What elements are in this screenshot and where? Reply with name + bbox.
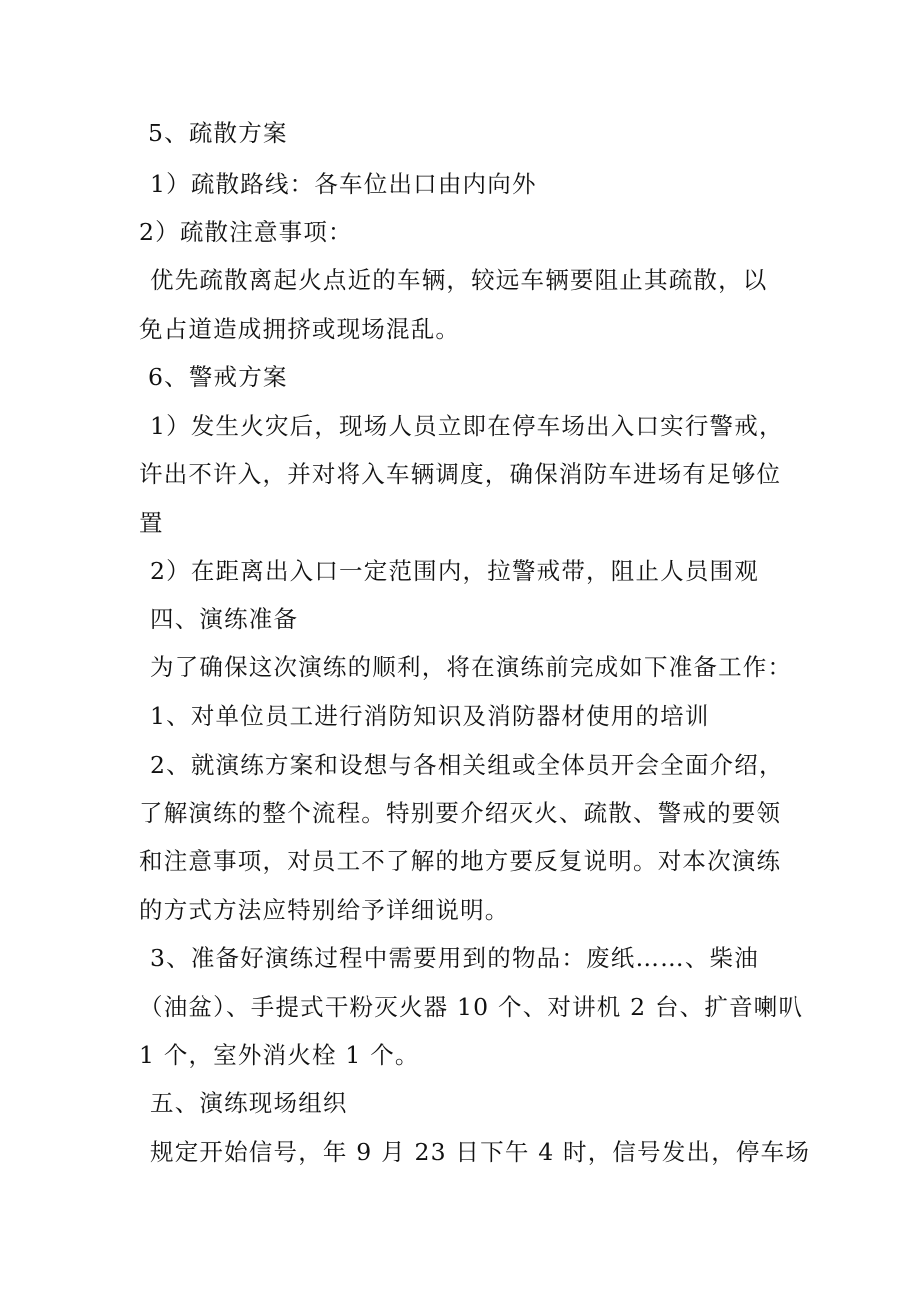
paragraph-line: （油盆）、手提式干粉灭火器 10 个、对讲机 2 台、扩音喇叭 [139, 993, 804, 1021]
section-heading-drill-preparation: 四、演练准备 [150, 605, 299, 633]
paragraph-line: 的方式方法应特别给予详细说明。 [139, 896, 510, 924]
evacuation-notes-item: 2）疏散注意事项： [139, 218, 353, 246]
section-heading-drill-site-organization: 五、演练现场组织 [150, 1089, 348, 1117]
preparation-item: 1、对单位员工进行消防知识及消防器材使用的培训 [150, 702, 710, 730]
preparation-item: 2、就演练方案和设想与各相关组或全体员开会全面介绍， [150, 751, 784, 779]
paragraph-line: 和注意事项，对员工不了解的地方要反复说明。对本次演练 [139, 847, 782, 875]
paragraph-line: 了解演练的整个流程。特别要介绍灭火、疏散、警戒的要领 [139, 799, 782, 827]
preparation-item: 3、准备好演练过程中需要用到的物品：废纸……、柴油 [150, 944, 759, 972]
section-heading-evacuation-plan: 5、疏散方案 [148, 119, 288, 147]
paragraph-line: 置 [139, 509, 164, 537]
paragraph-line: 免占道造成拥挤或现场混乱。 [139, 315, 461, 343]
paragraph-line: 为了确保这次演练的顺利，将在演练前完成如下准备工作： [150, 653, 793, 681]
section-heading-alert-plan: 6、警戒方案 [148, 363, 288, 391]
paragraph-line: 许出不许入，并对将入车辆调度，确保消防车进场有足够位 [139, 460, 782, 488]
alert-plan-item: 2）在距离出入口一定范围内，拉警戒带，阻止人员围观 [150, 557, 759, 585]
paragraph-line: 1 个，室外消火栓 1 个。 [139, 1041, 420, 1069]
alert-plan-item: 1）发生火灾后，现场人员立即在停车场出入口实行警戒， [150, 412, 784, 440]
paragraph-line: 优先疏散离起火点近的车辆，较远车辆要阻止其疏散，以 [150, 266, 768, 294]
evacuation-route-item: 1）疏散路线：各车位出口由内向外 [150, 170, 537, 198]
paragraph-line: 规定开始信号，年 9 月 23 日下午 4 时，信号发出，停车场 [150, 1138, 811, 1166]
